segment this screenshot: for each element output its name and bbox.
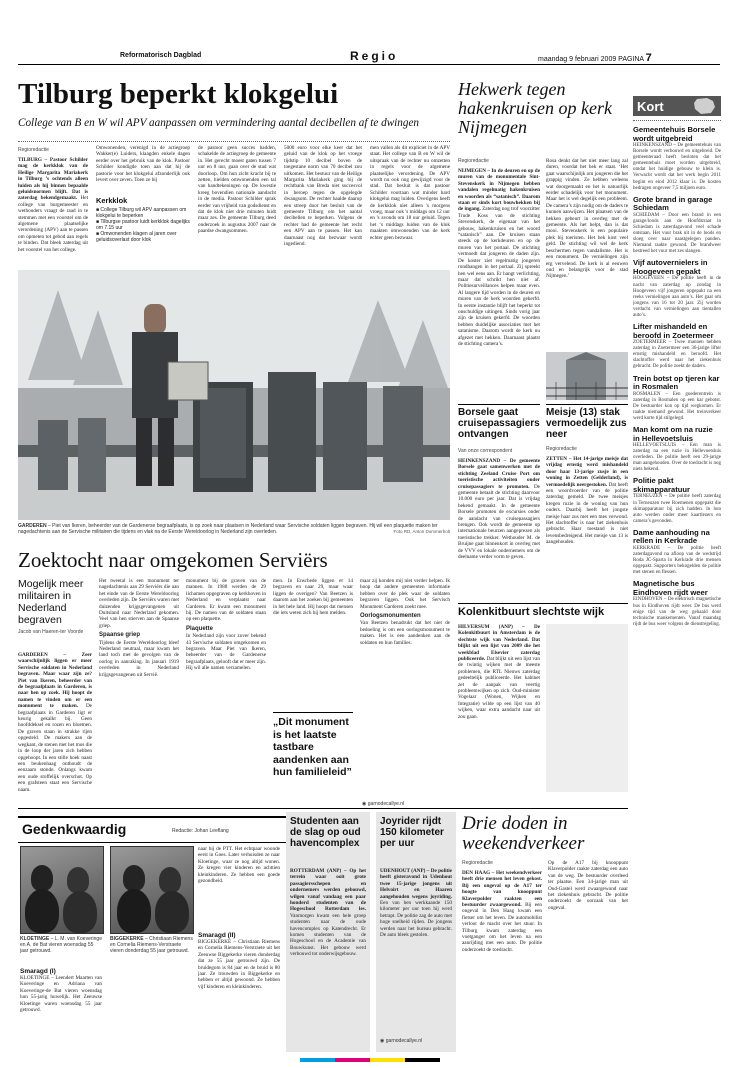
kort-item-title: Vijf autovernielers in Hoogeveen gepakt xyxy=(633,258,708,276)
main-rule xyxy=(18,141,450,142)
kort-item-title: Politie pakt skimapparatuur xyxy=(633,476,690,494)
graveyard-photo xyxy=(18,270,450,520)
kort-item-title: Man komt om na ruzie in Hellevoetsluis xyxy=(633,425,713,443)
meisje-headline: Meisje (13) stak vermoedelijk zus neer xyxy=(546,407,627,440)
zoektocht-col4: men. In Enschede liggen er 14 begraven en naar 29, maar waar liggen de overigen? Van Beetzen is daarom aan het zoeken bij gemeenten in het hele land. Hij hoopt dat mensen die iets weten zich bij hem melden. xyxy=(273,578,353,617)
meisje-lead: ZETTEN – Het 14-jarige meisje dat vrijdag ernstig werd mishandeld door haar 13-jarige zusje in een woning in Zetten (Gelderland), is vermoedelijk neergestoken. xyxy=(546,456,628,488)
zoektocht-col2-more: Tijdens de Eerste Wereldoorlog bleef Nederland neutraal, maar kwam het land toch met de gevolgen van de oorlog in aanraking. In januari 1919 overleden in Nederland krijgsgevangenen uit Servië. xyxy=(99,639,179,678)
joyrider-body xyxy=(380,868,452,1034)
kolenkit-headline: Kolenkitbuurt slechtste wijk xyxy=(458,606,605,618)
borsele-rule xyxy=(458,404,540,405)
date-text: maandag 9 februari 2009 PAGINA xyxy=(538,56,644,63)
hekwerk-photo xyxy=(546,352,628,400)
zoektocht-col3-more: In Nederland zijn voor zover bekend 43 Servische soldaten omgekomen en begraven. Maar Piet van Ikeren, beheerder van de Gardenerse begraafplaats, gelooft dat er meer zijn. Hij wil alle namen verzamelen. xyxy=(186,633,266,672)
meisje-text: Dat heeft een woordvoerder van de politie zaterdag gemeld. De twee meisjes kregen ruzie in de woning van hun ouders. Daarbij heeft het jongste meisje haar zus met een mes verwond. Het slachtoffer is naar het ziekenhuis gebracht. Haar toestand is niet levensbedreigend. Het meisje van 13 is aangehouden. xyxy=(546,481,628,546)
borsele-rubric: Van onze correspondent xyxy=(458,448,513,454)
graveyard-illustration xyxy=(18,270,450,520)
kort-header xyxy=(633,96,721,116)
kerkklok-title: Kerkklok xyxy=(96,196,128,205)
smaragd1-block xyxy=(20,968,102,1057)
zoektocht-col2-text: Het tweetal is een monument ter nagedachtenis aan 29 Serviërs die aan het einde van de Eerste Wereldoorlog overleden zijn. De Serviërs waren met duizenden krijgsgevangenen uit Duitsland naar Nederland gekomen. Veel van hen stierven aan de Spaanse griep. xyxy=(99,578,179,629)
studenten-headline: Studenten aan de slag op oud havencomplex xyxy=(290,816,361,849)
main-col1-body: Het college van burgemeester en wethouders vraagt de raad in te stemmen met een voorstel om de algemene plaatselijke verordening (APV) aan te passen om opmeten tot gebod aan regels te binden. Dat bleek zaterdag uit het voorstel van het college. xyxy=(18,195,88,253)
netherlands-map-icon xyxy=(691,97,717,115)
zoektocht-pullquote-box xyxy=(273,712,353,779)
zoektocht-col2 xyxy=(99,578,179,802)
kort-item-body: HOOGEVEEN – De politie heeft in de nacht van zaterdag op zondag in Hoogeveen vijf jongeren opgepakt na een reeks vernielingen aan auto’s. Het gaat om jongens van 16 tot 20 jaar. Zij worden verdacht van vernielingen aan tientallen auto’s. xyxy=(633,276,721,318)
zoektocht-col3 xyxy=(186,578,266,802)
kort-item xyxy=(633,426,721,473)
smaragd1-body: KLOETINGE – Leendert Maarten van Koeveringe en Adriana van Koeveringe-de Bat vieren woensdag hun 55-jarig huwelijk. Het Zeeuwse Kloetinge waren woensdag 55 jaar getrouwd. xyxy=(20,975,102,1014)
kort-item-title: Lifter mishandeld en beroofd in Zoetermeer xyxy=(633,322,714,340)
joyrider-box xyxy=(376,812,456,1052)
main-col6: men vallen als dit expliciet in de APV staat. Het college van B en W wil de uitspraak van de rechter nu omzetten in regels voor de algemene plaatselijke verordening. De APV wordt nu ook nog gewijzigd voor de stad. Dat besluit is dat pastoor Schilder voortaan wat minder hard klokgelui mag luiden. Overigens heeft de kerkklok niet alleen 's morgens vroeg, maar ook 's middags om 12 uur en 's avonds om 18 uur geluid. Tegen het ‘s middags luiden van de klok maakten omwonenden van de kerk echter geen bezwaar. xyxy=(370,145,450,241)
paper-name: Reformatorisch Dagblad xyxy=(120,52,202,59)
kolenkit-col2-placeholder xyxy=(546,624,628,792)
meisje-body xyxy=(546,456,628,596)
kort-item xyxy=(633,529,721,576)
kort-item xyxy=(633,126,721,192)
globe-icon: ◉ xyxy=(362,801,367,807)
dateline xyxy=(538,52,652,64)
masthead-rule xyxy=(18,64,720,65)
page-number: 7 xyxy=(645,52,652,64)
kort-item-title: Grote brand in garage Schiedam xyxy=(633,194,713,213)
kort-item-title: Dame aanhouding na rellen in Kerkrade xyxy=(633,527,710,546)
hekwerk-rubric: Regioredactie xyxy=(458,158,489,164)
gedenk-col3-body: naar bij de PTT. Het echtpaar woonde eerst in Goes. Later verhuisden ze naar Kloetinge, waar ze nog altijd wonen. Ze kregen vier kinderen en achttien kleinkinderen. Ze hebben een goede gezondheid. xyxy=(198,846,280,885)
hekwerk-col2: Rosa denkt dat het niet meer lang zal duren, voordat het hek er staat. ‘Het gaat waarschijnlijk om jongeren die het grappig vinden. Ze hebben weleens wat doorgemaakt en het is natuurlijk eerder schadelijk voor het monument. Maar het is wel degelijk een probleem. De camera’s zijn nodig om de daders te kunnen aanwijzen. Het plaatsen van de hekken gebeurt in overleg met de gemeente. Als het helpt, dan is dat mooi. Stevenskerk is een populaire plek bij toeristen. Het hek kost veel geld. De stichting wil wel de kerk beschermen tegen vandalisme. Het is een monument. De vernielingen zijn erg vervelend. De kerk is al eeuwen oud en belangrijk voor de stad Nijmegen.’ xyxy=(546,158,628,280)
main-col2: Omwonenden, verenigd in de actiegroep Wakker(e) Luiders, klaagden enkele dagen eerder over het gebruik van de klok. Pastoor Schilder kondigde toen aan dat hij de pastorie voor het klokgelui afzonderlijk ook levert over zeven. Toen ze bij xyxy=(96,145,190,184)
globe-icon: ◉ xyxy=(380,1038,385,1044)
kort-item xyxy=(633,196,721,256)
zoektocht-deck-box xyxy=(18,578,92,635)
drie-doden-lead: DEN HAAG – Het weekendverkeer heeft drie mensen het leven gekost. Bij een ongeval op de A17 ter hoogte van knooppunt Klaverpolder raakten een bestuurder zwaargewond. xyxy=(462,870,542,909)
photo-caption xyxy=(18,523,450,535)
kort-rule xyxy=(633,120,721,121)
smaragd2-title: Smaragd (II) xyxy=(198,932,236,939)
drie-doden-rubric: Regioredactie xyxy=(462,860,493,866)
joyrider-text: Een van hen werkkaande 150 kilometer per uur toen hij werd betrapt. De politie zag de auto met hoge snelheid rijden. De jongens werden naar het bureau gebracht. De auto bleek gestolen. xyxy=(380,900,452,939)
borsele-headline: Borsele gaat cruisepassagiers ontvangen xyxy=(458,407,540,440)
kort-item-body: KERKRADE – De politie heeft zaterdagavond na afloop van de wedstrijd Roda JC-Sparta in Kerkrade drie mensen opgepakt. Supporters bekogelden de politie met stenen en flessen. xyxy=(633,545,721,576)
studenten-text: Vanmorgen kwam een hele groep studenten naar de oude havencomplex op Katendrecht. Er komen studenten van de Hogeschool en de Academie van Bouwkunst. Het gebouw werd verbouwd tot onderwijsgebouw. xyxy=(290,912,366,958)
pullquote-rule xyxy=(273,712,353,713)
kolenkit-col1 xyxy=(458,624,540,792)
kort-item-body: ROSMALEN – Een goederentrein is zaterdag in Rosmalen op een kar gebotst. De bestuurder kon op tijd wegkomen. Er raakte niemand gewond. Het treinverkeer werd korte tijd stilgelegd. xyxy=(633,391,721,421)
smaragd2-body: BIGGEKERKE – Christiaan Riemens en Cornelia Riemens-Verstraete uit het Zeeuwse Biggekerke vieren donderdag dat ze 55 jaar getrouwd zijn. De bruidegom is 84 jaar en de bruid is 80 jaar. Ze trouwden in Biggekerke en hebben er altijd gewoond. Ze hebben vijf kinderen en kleinkinderen. xyxy=(198,939,280,990)
kort-item-title: Gemeentehuis Borsele wordt uitgebreid xyxy=(633,126,716,143)
zoektocht-lead: GARDEREN – Zeer waarschijnlijk liggen er meer Servische soldaten in Nederland begraven. Maar waar zijn ze? Piet van Ikeren, beheerder van de begraafplaats in Garderen, is naar hen op zoek. Hij hoopt de namen te vinden om er een monument te maken. xyxy=(18,652,92,710)
portrait-photo-kloetinge xyxy=(20,846,104,934)
kort-item xyxy=(633,580,721,627)
drie-doden-col1 xyxy=(462,870,542,1050)
kort-item xyxy=(633,259,721,319)
kerkklok-list xyxy=(96,207,190,243)
kort-title: Kort xyxy=(637,99,664,114)
kort-item xyxy=(633,477,721,524)
caption-text: – Piet van Ikeren, beheerder van de Gardenerse begraafplaats, is op zoek naar plaatsen in Nederland waar Servische soldaten liggen begraven. Hij wil een plaquette maken ter nagedachtenis aan de Servische militairen die tijdens en vlak na de Eerste Wereldoorlog in Nederland zijn overleden. xyxy=(18,523,438,535)
kort-item-title: Trein botst op tjeren kar in Rosmalen xyxy=(633,373,720,392)
kolenkit-rule xyxy=(458,603,628,604)
borsele-lead: HEINKENSZAND – De gemeente Borsele gaat samenwerken met de stichting Zeeland Cruise Port om toeristische activiteiten onder cruisepassagiers te promoten. xyxy=(458,458,540,490)
kloetinge-caption: KLOETINGE – L. M. van Koeveringe en A. de Bat vieren woensdag 55 jaar getrouwd. xyxy=(20,936,102,954)
kort-column xyxy=(633,126,721,1056)
church-illustration xyxy=(546,352,628,400)
zoektocht-deck: Mogelijk meer militairen in Nederland begraven xyxy=(18,578,84,626)
main-col5: 5000 euro voor elke keer dat het geluid van de klok op het vroege tijdstip 10 decibel boven de toegestane norm van 70 decibel zou uitkomen. Het bestuur van de Heilige Margarita Mariakerk ging bij de rechtbank van Breda niet succesvol in beroep tegen de opgelegde dwangsom. De rechter haalde daarop een streep door het besluit van de gemeente Tilburg om het aantal decibellen te beperken. Volgens de rechter had de gemeente het recht een APV aan te passen. Het kan daarnaast nog dat bezwaar wordt ingediend. xyxy=(284,145,362,248)
section-title: Regio xyxy=(350,49,399,63)
kerkklok-item: ■ Omwonenden klagen al jaren over geluidsoverlast door klok xyxy=(96,231,177,243)
joyrider-headline: Joyrider rijdt 150 kilometer per uur xyxy=(380,816,444,849)
kort-item-body: ZOETERMEER – Twee mannen hebben zaterdag in Zoetermeer een 36-jarige lifter ernstig mishandeld en beroofd. Het slachtoffer werd naar het ziekenhuis gebracht. De politie zoekt de daders. xyxy=(633,340,721,370)
zoektocht-pullquote: „Dit monument is het laatste tastbare aandenken aan hun familieleid” xyxy=(273,716,352,778)
bottom-section-rule xyxy=(18,808,628,809)
portrait-photo-biggekerke xyxy=(110,846,194,934)
caption-label: GARDEREN xyxy=(18,523,47,529)
joyrider-lead: UDENHOUT (ANP) – De politie heeft gisteravond in Udenhout twee 15-jarige jongens uit Helvoirt en Haaren aangehouden wegens joyriding. xyxy=(380,868,452,900)
main-col4: de pastoor geen succes hadden, schakelde de actiegroep de gemeente in. Het gerecht moest gaten tussen 7 uur en 8 uur, gaan over de stad wat doorloop. Om hun zicht kracht bij te zetten, hielden omwonenden een tal van handtekeningen op. De kwestie kreeg bovendien nationale aandacht in de media. Pastoor Schilder sprak eerder van vrijheid van godsdienst en dat de klok niet drie minuten luidt maar zes. De gemeente Tilburg deed onderzoek in augustus 2007 naar de paardse dwangsommen. xyxy=(198,145,276,235)
kort-item-body: TERNEUZEN – De politie heeft zaterdag in Terneuzen twee Roemenen opgepakt die skimapparatuur bij zich hadden. In hun auto werden onder meer kaartlezers en camera’s gevonden. xyxy=(633,494,721,524)
zoektocht-headline: Zoektocht naar omgekomen Serviërs xyxy=(18,548,328,572)
oorlog-subhead: Oorlogsmonumenten xyxy=(360,613,421,620)
hekwerk-headline: Hekwerk tegen hakenkruisen op kerk Nijmegen xyxy=(458,79,612,137)
gedenkwaardig-redactie: Redactie: Johan Leeflang xyxy=(172,828,229,834)
gedenk-col3 xyxy=(198,846,280,1057)
zoektocht-text: De begraafplaats in Garderen ligt er keurig gekalkt bij. Geen hoofddeksel en rozen en bloemen. De graven staan in strakke rijen opgesteld. De makers aan de wegkant, de stenen met het mos die in de loop der jaren zich hebben opgehoopt. In een stille hoek naast een beukenhaag onthoudt de eenzaam stonde. Onlangs kwam een oude stoffelijk overschot. Op een grafsteen staat een Servische naam. xyxy=(18,703,92,793)
kerkklok-item: ■ Tilburgse pastoor luidt kerkklok dagelijks om 7.15 uur xyxy=(96,219,190,231)
kerkklok-box xyxy=(96,196,190,243)
kolenkit-text: Dat blijkt uit een lijst van de twintig wijken met de meeste problemen, die RTL Nieuws zaterdag gedeeltelijk publiceerde. Het kabinet zet de aanpak van veertig probleemwijken op zich. Oud-minister Vogelaar (Wonen, Wijken en Integratie) wilde op een lijst van 40 wijken, waar extra aandacht naar uit zou gaan. xyxy=(458,656,540,720)
spaanse-griep-subhead: Spaanse griep xyxy=(99,632,141,639)
studenten-body xyxy=(290,868,366,1046)
kort-item-body: EINDHOVEN – De elektrisch magnetische bus in Eindhoven rijdt weer. De bus werd enige tijd van de weg gehaald door technische mankementen. Vanaf maandag rijdt de bus weer volgens de dienstregeling. xyxy=(633,597,721,627)
zoektocht-col1 xyxy=(18,652,92,802)
studenten-lead: ROTTERDAM (ANP) – Op het terrein waar ooit grote passagiersschepen en ondernemers werden gebouwd, wilgen vanaf vandaag een paar honderd studenten van de Hogeschool Rotterdam les. xyxy=(290,868,366,913)
zoektocht-col5 xyxy=(360,578,450,798)
kort-item xyxy=(633,375,721,422)
meisje-rule xyxy=(546,404,628,405)
main-lead: TILBURG – Pastoor Schilder mag de kerkklok van de Heilige Margarita Mariakerk in Tilburg ’s ochtends alleen luiden als hij binnen bepaalde geluidsnormen blijft. Dat is zaterdag bekendgemaakt. xyxy=(18,157,88,202)
kort-item-body: HELLEVOETSLUIS – Een man is zaterdag na een ruzie in Hellevoetsluis overleden. De politie heeft een 29-jarige man aangehouden. Over de toedracht is nog niets bekend. xyxy=(633,443,721,473)
joyrider-website: ◉ garnodecallye.nl xyxy=(380,1038,423,1044)
drie-doden-headline: Drie doden in weekendverkeer xyxy=(462,813,585,854)
plaquette-subhead: Plaquette xyxy=(186,625,214,632)
biggekerke-caption: BIGGEKERKE – Christiaan Riemens en Cornelia Riemens-Verstraete vieren donderdag 55 jaar getrouwd. xyxy=(110,936,193,954)
gedenkwaardig-header xyxy=(18,816,286,843)
main-headline: Tilburg beperkt klokgelui xyxy=(18,78,339,110)
hekwerk-lead: NIJMEGEN – In de deuren en op de muren van de monumentale Sint-Stevenskerk in Nijmegen hebben vandalen regelmatig hakenkruisen en woorden als “satanisch”. Daarom staan er sinds kort bouwhekken bij de ingang. xyxy=(458,168,540,213)
zoektocht-byline: Jacob van Haeren-ter Voorde xyxy=(18,629,84,635)
zoektocht-website: ◉ garnodecallye.nl xyxy=(362,801,405,807)
kerkklok-item: ■ College Tilburg wil APV aanpassen om klokgelui te beperken xyxy=(96,207,187,219)
zoektocht-col3-text: monument bij de graven van de mannen. In 1988 werden de 29 lichamen opgegraven op kerkhoven in Nederland en verplaatst naar Garderen. Er kwam een monument bij. De namen van de soldaten staan op een plaquette. xyxy=(186,578,266,623)
print-registration-bar xyxy=(300,1058,440,1062)
kolenkit-lead: HILVERSUM (ANP) – De Kolenkitbuurt in Amsterdam is de slechtste wijk van Nederland. Dat blijkt uit een lijst van 2009 die het weekblad Elsevier zaterdag publiceerde. xyxy=(458,624,540,663)
borsele-body xyxy=(458,458,540,598)
hekwerk-col1 xyxy=(458,168,540,380)
borsele-text: De gemeente betaalt de stichting daarvoor 10.000 euro per jaar. Dat is vrijdag bekend gemaakt. In de gemeente Borsele promoten de excursies onder de aandacht van cruisepassagiers brengen. Ook wordt de gemeente op internationale beurzen aangeprezen als toeristische trekker. Wethouder M. de Bruijne gaat binnenkort in overleg met de VVV en lokale ondernemers om de deelname verder vorm te geven. xyxy=(458,483,540,561)
kort-item-body: SCHIEDAM – Door een brand in een garage/loods aan de Hoofdstraat in Schiedam is zaterdagavond veel schade ontstaan. Het vuur brak uit in de loods en sloeg over naar naastgelegen panden. Niemand raakte gewond. De brandweer bestreed het vuur met zes slangen. xyxy=(633,212,721,255)
main-rubric: Regioredactie xyxy=(18,147,49,153)
kort-item-title: Magnetische bus Eindhoven rijdt weer xyxy=(633,579,708,597)
studenten-box xyxy=(286,812,370,1052)
smaragd1-title: Smaragd (I) xyxy=(20,968,56,975)
meisje-rubric: Regioredactie xyxy=(546,446,577,452)
kort-item xyxy=(633,323,721,370)
main-col1 xyxy=(18,157,88,265)
drie-doden-text: Bij een ongeval in Den Haag kwam een fietser om het leven. De automobilist verloor de macht over het stuur. In Tilburg kwam zaterdag een voetganger om het leven na een aanrijding met een auto. De politie onderzoekt de toedracht. xyxy=(462,902,542,953)
hekwerk-body: Zaterdag nog trof voorzitter Trude Koss van de stichting Stevenskerk, de eigenaar van het gebouw, hakenkruisen en het woord “satanisch” aan. De kruisen staan steeds op de kerkdeuren en op de muren van het portaal. De stichting vermoedt dat jongeren de daden zijn. De koster ziet regelmatig jongeren rondhangen in het portaal. Zij spreekt hen wel eens aan. Er hangt verlichting, maar dat schrikt hen niet af. Politiesurveillances helpen maar even. Al langere tijd worden in de deuren en muren van de kerk woorden gekerfd. In eerste instantie blijft het beperkt tot onschuldige uitingen. Sinds vorig jaar zijn de kruisen gekerfd. De woorden hebben duidelijke associaties met het satanisme. Daarom wordt de kerk nu afgezet met hekken. Daarnaast plaatst de stichting camera’s. xyxy=(458,206,540,347)
zoektocht-col5-more: Van Beetzen benadrukt dat het niet de bedoeling is om een oorlogsmonument te maken. Het is een aandenken aan de soldaten en hun families. xyxy=(360,620,450,646)
photo-credit: Foto RD, Anton Dommerholt xyxy=(393,529,450,534)
zoektocht-col5-text: maar zij konden mij niet verder helpen. Ik hoop dat andere gemeenten informatie hebben over de plek waar de soldaten begraven liggen. Ook het Servisch Monument Garderen zoekt mee. xyxy=(360,578,450,610)
gedenkwaardig-title: Gedenkwaardig xyxy=(22,821,127,837)
kort-item-body: HEINKENSZAND – De gemeentehuis van Borsele wordt verbouwd en uitgebreid. De gemeenteraad heeft besloten dat het gemeentehuis moet worden uitgebreid, omdat het huidige gebouw te klein is. Verwacht wordt dat het werk begin 2011 begint en eind 2012 klaar is. De kosten bedragen ongeveer 7,5 miljoen euro. xyxy=(633,143,721,191)
main-subheadline: College van B en W wil APV aanpassen om vermindering aantal decibellen af te dwingen xyxy=(18,117,420,129)
drie-doden-col2: Op de A17 bij knooppunt Klaverpolder raakte zaterdag een auto van de weg. De bestuurder overleed ter plaatse. Een 34-jarige man uit Oud-Gastel werd zwaargewond naar het ziekenhuis gebracht. De politie onderzoekt de oorzaak van het ongeval. xyxy=(548,860,628,911)
